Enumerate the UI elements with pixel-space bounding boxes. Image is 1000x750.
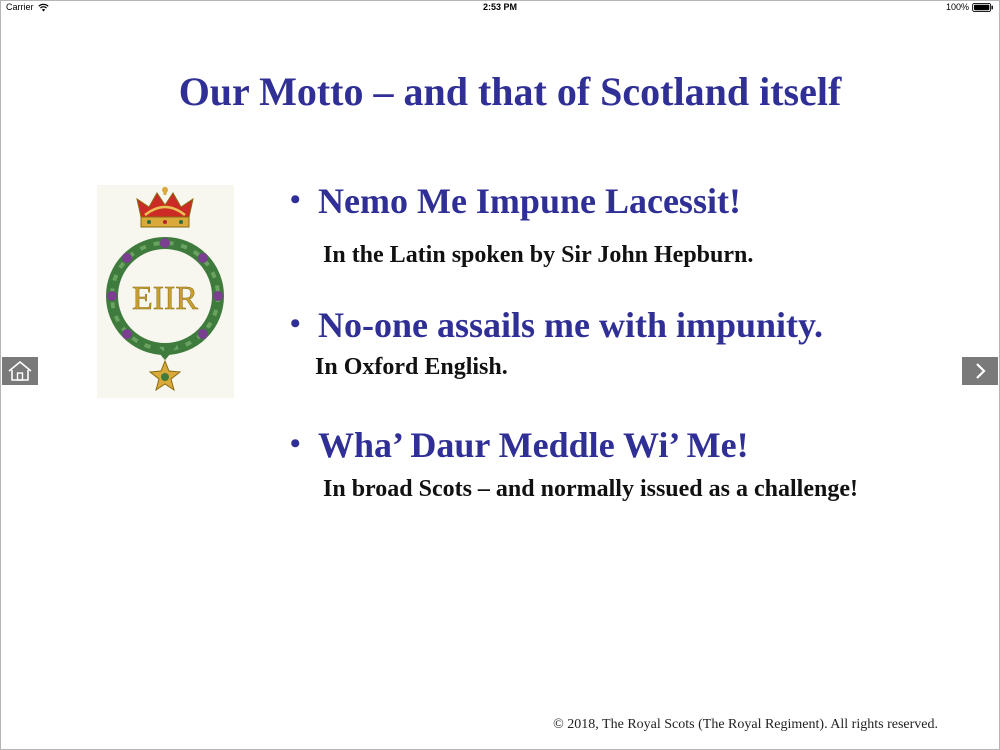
motto-scots-text: Wha’ Daur Meddle Wi’ Me! xyxy=(318,425,749,465)
status-time: 2:53 PM xyxy=(482,2,517,12)
battery-percent: 100% xyxy=(945,2,969,12)
bullet-icon: • xyxy=(290,183,301,216)
crown-icon xyxy=(137,187,193,227)
copyright-footer: © 2018, The Royal Scots (The Royal Regiment). All rights reserved. xyxy=(553,717,938,732)
motto-bullet-english xyxy=(290,304,823,346)
status-right xyxy=(946,2,994,12)
slide-title: Our Motto – and that of Scotland itself xyxy=(178,69,842,114)
home-button[interactable] xyxy=(2,357,38,385)
motto-bullet-scots xyxy=(290,424,749,466)
royal-cypher-emblem xyxy=(97,185,234,398)
motto-latin-note: In the Latin spoken by Sir John Hepburn. xyxy=(323,242,754,268)
home-icon xyxy=(6,360,34,382)
battery-icon xyxy=(972,3,994,12)
motto-latin-text: Nemo Me Impune Lacessit! xyxy=(318,181,741,221)
cypher-text: EIIR xyxy=(131,280,199,317)
bullet-icon: • xyxy=(290,427,301,460)
motto-scots-note: In broad Scots – and normally issued as a challenge! xyxy=(323,476,858,502)
motto-english-note: In Oxford English. xyxy=(315,354,508,380)
royal-cypher-emblem-graphic xyxy=(97,185,234,398)
chevron-right-icon xyxy=(973,362,987,380)
motto-bullet-latin xyxy=(290,180,741,222)
carrier-label: Carrier xyxy=(6,2,34,12)
bullet-icon: • xyxy=(290,307,301,340)
next-slide-button[interactable] xyxy=(962,357,998,385)
motto-english-text: No-one assails me with impunity. xyxy=(318,305,824,345)
status-bar xyxy=(0,0,1000,16)
